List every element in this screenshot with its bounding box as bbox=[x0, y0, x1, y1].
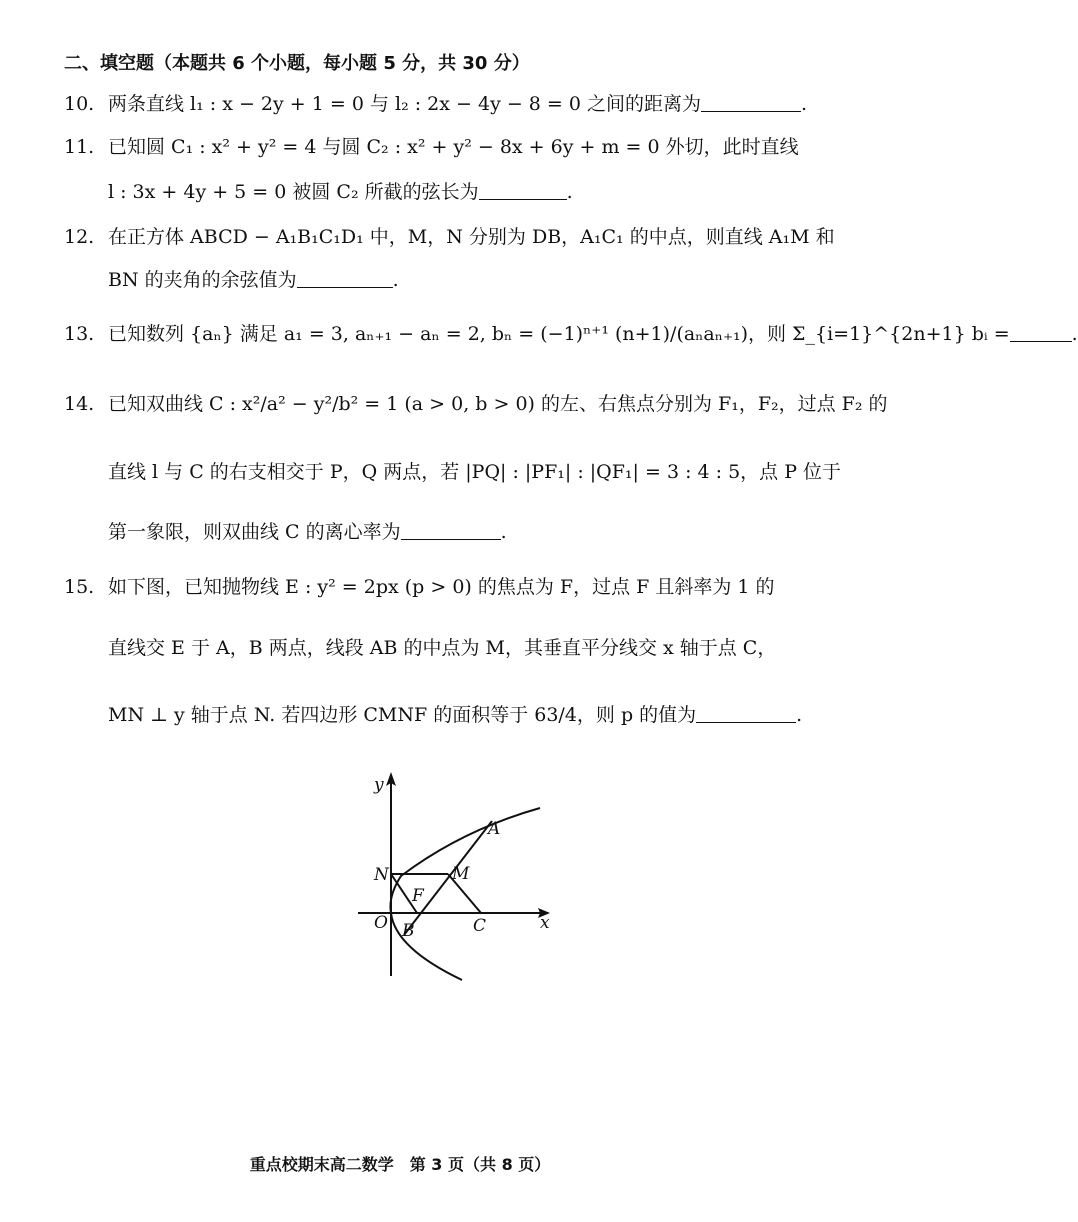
question-text: 在正方体 ABCD − A₁B₁C₁D₁ 中，M，N 分别为 DB，A₁C₁ 的中点，则直线 A₁M 和 bbox=[108, 226, 835, 248]
label-b: B bbox=[402, 921, 415, 941]
label-n: N bbox=[374, 865, 389, 885]
question-text: BN 的夹角的余弦值为 bbox=[108, 269, 297, 291]
question-text: 已知数列 {aₙ} 满足 a₁ = 3, aₙ₊₁ − aₙ = 2, bₙ = (−1)ⁿ⁺¹ (n+1)/(aₙaₙ₊₁)，则 Σ_{i=1}^{2n+1} bᵢ = bbox=[108, 323, 1010, 345]
question-tail: . bbox=[500, 521, 507, 543]
question-11 bbox=[64, 135, 799, 159]
question-15-line-2 bbox=[108, 636, 776, 660]
question-number: 10. bbox=[64, 93, 95, 115]
question-10 bbox=[64, 92, 807, 116]
question-tail: . bbox=[392, 269, 399, 291]
question-14-line-3 bbox=[108, 520, 507, 544]
label-x: x bbox=[540, 913, 550, 933]
question-11-line-2 bbox=[108, 180, 573, 204]
question-tail: . bbox=[566, 181, 573, 203]
label-c: C bbox=[473, 916, 487, 936]
answer-blank bbox=[297, 269, 393, 288]
question-number: 11. bbox=[64, 136, 95, 158]
parabola-figure bbox=[350, 768, 560, 988]
label-a: A bbox=[488, 819, 501, 839]
question-13 bbox=[64, 322, 1078, 346]
label-f: F bbox=[412, 886, 424, 906]
question-text: 直线 l 与 C 的右支相交于 P，Q 两点，若 |PQ| : |PF₁| : |QF₁| = 3 : 4 : 5，点 P 位于 bbox=[108, 461, 842, 483]
question-12 bbox=[64, 225, 835, 249]
question-number: 14. bbox=[64, 393, 95, 415]
page-footer: 重点校期末高二数学 第 3 页（共 8 页） bbox=[249, 1155, 551, 1174]
question-14-line-2 bbox=[108, 460, 841, 484]
question-tail: . bbox=[1071, 323, 1078, 345]
answer-blank bbox=[479, 181, 567, 200]
question-text: 已知双曲线 C : x²/a² − y²/b² = 1 (a > 0, b > 0) 的左、右焦点分别为 F₁，F₂，过点 F₂ 的 bbox=[108, 393, 888, 415]
answer-blank bbox=[701, 93, 801, 112]
question-15-line-3 bbox=[108, 703, 802, 727]
question-text: 如下图，已知抛物线 E : y² = 2px (p > 0) 的焦点为 F，过点 F 且斜率为 1 的 bbox=[108, 576, 775, 598]
question-number: 13. bbox=[64, 323, 95, 345]
question-15 bbox=[64, 575, 775, 599]
label-y: y bbox=[374, 775, 384, 795]
question-tail: . bbox=[801, 93, 808, 115]
question-12-line-2 bbox=[108, 268, 399, 292]
question-number: 12. bbox=[64, 226, 95, 248]
question-text: 第一象限，则双曲线 C 的离心率为 bbox=[108, 521, 401, 543]
question-text: 两条直线 l₁ : x − 2y + 1 = 0 与 l₂ : 2x − 4y − 8 = 0 之间的距离为 bbox=[108, 93, 702, 115]
label-o: O bbox=[374, 913, 388, 933]
answer-blank bbox=[696, 704, 796, 723]
question-text: 直线交 E 于 A，B 两点，线段 AB 的中点为 M，其垂直平分线交 x 轴于点 C， bbox=[108, 637, 777, 659]
question-number: 15. bbox=[64, 576, 95, 598]
label-m: M bbox=[452, 864, 470, 884]
section-title: 二、填空题（本题共 6 个小题，每小题 5 分，共 30 分） bbox=[64, 53, 530, 74]
answer-blank bbox=[1010, 323, 1072, 342]
question-text: 已知圆 C₁ : x² + y² = 4 与圆 C₂ : x² + y² − 8x + 6y + m = 0 外切，此时直线 bbox=[108, 136, 799, 158]
question-text: MN ⊥ y 轴于点 N. 若四边形 CMNF 的面积等于 63/4，则 p 的值为 bbox=[108, 704, 697, 726]
question-text: l : 3x + 4y + 5 = 0 被圆 C₂ 所截的弦长为 bbox=[108, 181, 479, 203]
answer-blank bbox=[401, 521, 501, 540]
question-tail: . bbox=[796, 704, 803, 726]
question-14 bbox=[64, 392, 888, 416]
